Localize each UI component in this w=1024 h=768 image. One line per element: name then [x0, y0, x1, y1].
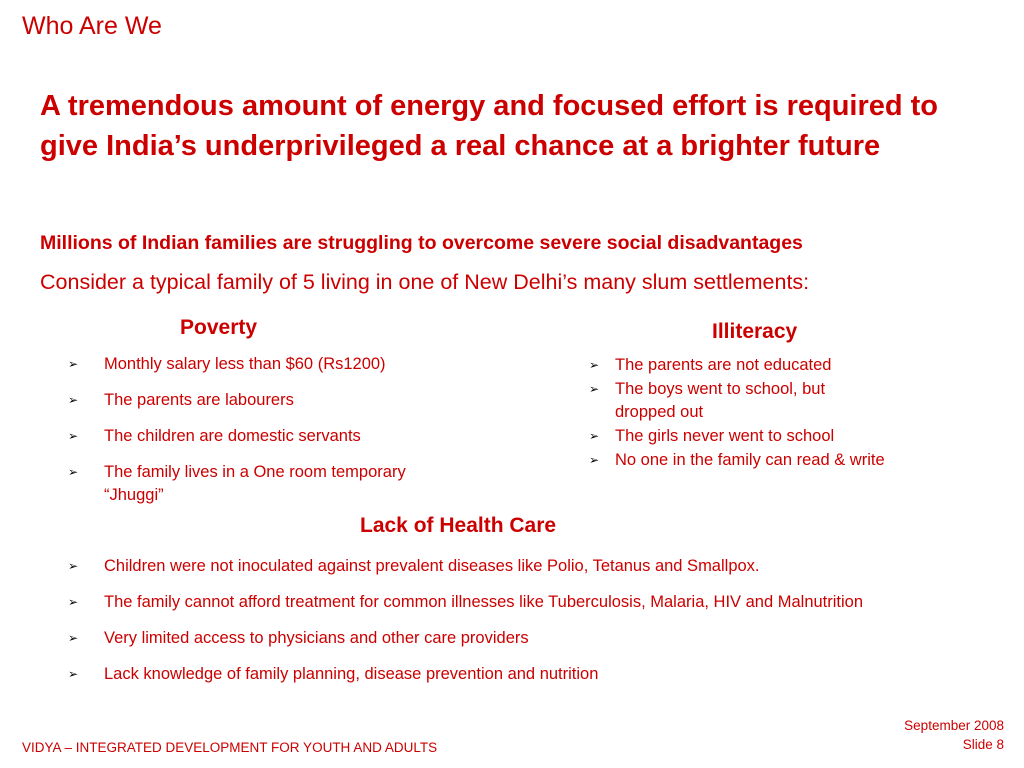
list-item — [589, 378, 875, 424]
health-care-list — [68, 555, 948, 699]
list-item — [68, 663, 948, 686]
illiteracy-heading: Illiteracy — [712, 320, 798, 343]
arrow-bullet-icon: ➢ — [68, 393, 79, 407]
list-item — [589, 449, 915, 472]
list-item — [68, 591, 924, 614]
list-item — [68, 555, 948, 578]
list-item-text: The children are domestic servants — [104, 427, 361, 445]
arrow-bullet-icon: ➢ — [589, 453, 600, 467]
list-item — [68, 425, 488, 448]
arrow-bullet-icon: ➢ — [68, 667, 79, 681]
arrow-bullet-icon: ➢ — [68, 429, 79, 443]
slide-section-label: Who Are We — [22, 12, 162, 40]
list-item-text: Children were not inoculated against prevalent diseases like Polio, Tetanus and Smallpox. — [104, 557, 760, 575]
list-item — [68, 461, 444, 507]
illiteracy-list — [589, 354, 919, 473]
slide-subheading: Millions of Indian families are struggling to overcome severe social disadvantages — [40, 232, 803, 254]
arrow-bullet-icon: ➢ — [68, 357, 79, 371]
list-item-text: The girls never went to school — [615, 427, 835, 445]
footer-organization: VIDYA – INTEGRATED DEVELOPMENT FOR YOUTH AND ADULTS — [22, 740, 438, 755]
slide-headline: A tremendous amount of energy and focused effort is required to give India’s underprivileged a real chance at a brighter future — [40, 90, 939, 162]
arrow-bullet-icon: ➢ — [68, 595, 79, 609]
list-item-text: Lack knowledge of family planning, disease prevention and nutrition — [104, 665, 599, 683]
arrow-bullet-icon: ➢ — [589, 358, 600, 372]
list-item-text: The parents are not educated — [615, 356, 832, 374]
list-item — [589, 425, 919, 448]
arrow-bullet-icon: ➢ — [68, 465, 79, 479]
arrow-bullet-icon: ➢ — [589, 382, 600, 396]
list-item-text: Very limited access to physicians and other care providers — [104, 629, 529, 647]
list-item — [68, 389, 488, 412]
list-item-text: The family lives in a One room temporary “Jhuggi” — [104, 463, 406, 504]
list-item — [68, 353, 488, 376]
poverty-list — [68, 353, 488, 520]
poverty-heading: Poverty — [180, 316, 258, 339]
list-item — [68, 627, 948, 650]
footer-date: September 2008 — [904, 718, 1004, 733]
slide-number: Slide 8 — [962, 737, 1004, 752]
list-item-text: The family cannot afford treatment for common illnesses like Tuberculosis, Malaria, HIV and Malnutrition — [104, 593, 864, 611]
list-item-text: The boys went to school, but dropped out — [615, 380, 826, 421]
health-care-heading: Lack of Health Care — [360, 514, 557, 537]
list-item — [589, 354, 919, 377]
arrow-bullet-icon: ➢ — [589, 429, 600, 443]
list-item-text: The parents are labourers — [104, 391, 294, 409]
arrow-bullet-icon: ➢ — [68, 631, 79, 645]
footer-meta — [904, 716, 1004, 754]
list-item-text: No one in the family can read & write — [615, 451, 885, 469]
arrow-bullet-icon: ➢ — [68, 559, 79, 573]
list-item-text: Monthly salary less than $60 (Rs1200) — [104, 355, 386, 373]
intro-text: Consider a typical family of 5 living in one of New Delhi’s many slum settlements: — [40, 270, 810, 294]
